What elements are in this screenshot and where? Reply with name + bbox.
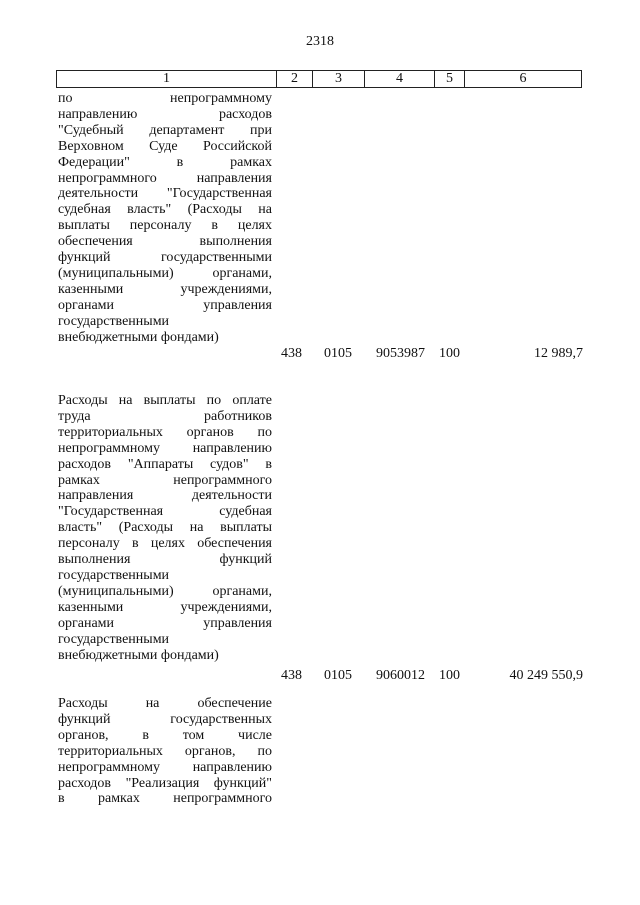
description-line: Расходы на выплаты по оплате: [58, 393, 272, 408]
column-header-5: 5: [435, 71, 465, 88]
description-line: по непрограммному: [58, 91, 272, 106]
description-line: функций государственных: [58, 711, 272, 727]
description-line: власть" (Расходы на выплаты: [58, 520, 272, 536]
description-line: обеспечения выполнения: [58, 234, 272, 250]
description-line: казенными учреждениями,: [58, 281, 272, 297]
description-line: территориальных органов по: [58, 424, 272, 440]
column-header-6: 6: [465, 71, 582, 88]
row-col-3: 0105: [324, 346, 352, 361]
description-line: казенными учреждениями,: [58, 599, 272, 615]
page-number: 2318: [306, 34, 334, 49]
column-header-3: 3: [313, 71, 365, 88]
description-line: (муниципальными) органами,: [58, 583, 272, 599]
row-description: [58, 393, 272, 663]
description-line: судебная власть" (Расходы на: [58, 202, 272, 218]
column-header-table: [56, 70, 582, 88]
description-line: непрограммному направлению: [58, 440, 272, 456]
description-line: "Государственная судебная: [58, 504, 272, 520]
description-line: органами управления: [58, 615, 272, 631]
row-description: [58, 91, 272, 346]
description-line: государственными: [58, 567, 170, 583]
description-line: территориальных органов, по: [58, 743, 272, 759]
description-line: Федерации" в рамках: [58, 154, 272, 170]
row-col-4: 9060012: [376, 668, 425, 683]
description-line: выплаты персоналу в целях: [58, 218, 272, 234]
description-line: "Судебный департамент при: [58, 122, 272, 138]
description-line: труда работников: [58, 408, 272, 424]
description-line: направлению расходов: [58, 106, 272, 122]
row-description: [58, 696, 272, 807]
description-line: органами управления: [58, 297, 272, 313]
description-line: Расходы на обеспечение: [58, 696, 272, 711]
row-col-6: 40 249 550,9: [509, 668, 583, 683]
description-line: в рамках непрограммного: [58, 791, 272, 807]
description-line: расходов "Реализация функций": [58, 775, 272, 791]
description-line: функций государственными: [58, 250, 272, 266]
column-header-2: 2: [277, 71, 313, 88]
row-col-4: 9053987: [376, 346, 425, 361]
row-col-5: 100: [439, 668, 460, 683]
description-line: государственными: [58, 313, 170, 329]
column-header-row: [57, 71, 582, 88]
description-line: Верховном Суде Российской: [58, 138, 272, 154]
description-line: государственными: [58, 631, 170, 647]
description-line: (муниципальными) органами,: [58, 265, 272, 281]
row-col-2: 438: [281, 346, 302, 361]
description-line: внебюджетными фондами): [58, 329, 219, 345]
row-col-2: 438: [281, 668, 302, 683]
description-line: непрограммного направления: [58, 170, 272, 186]
column-header-4: 4: [365, 71, 435, 88]
description-line: расходов "Аппараты судов" в: [58, 456, 272, 472]
row-col-6: 12 989,7: [534, 346, 583, 361]
description-line: деятельности "Государственная: [58, 186, 272, 202]
row-col-3: 0105: [324, 668, 352, 683]
description-line: выполнения функций: [58, 552, 272, 568]
description-line: внебюджетными фондами): [58, 647, 219, 663]
description-line: органов, в том числе: [58, 727, 272, 743]
description-line: рамках непрограммного: [58, 472, 272, 488]
column-header-1: 1: [57, 71, 277, 88]
description-line: непрограммному направлению: [58, 759, 272, 775]
description-line: направления деятельности: [58, 488, 272, 504]
description-line: персоналу в целях обеспечения: [58, 536, 272, 552]
row-col-5: 100: [439, 346, 460, 361]
